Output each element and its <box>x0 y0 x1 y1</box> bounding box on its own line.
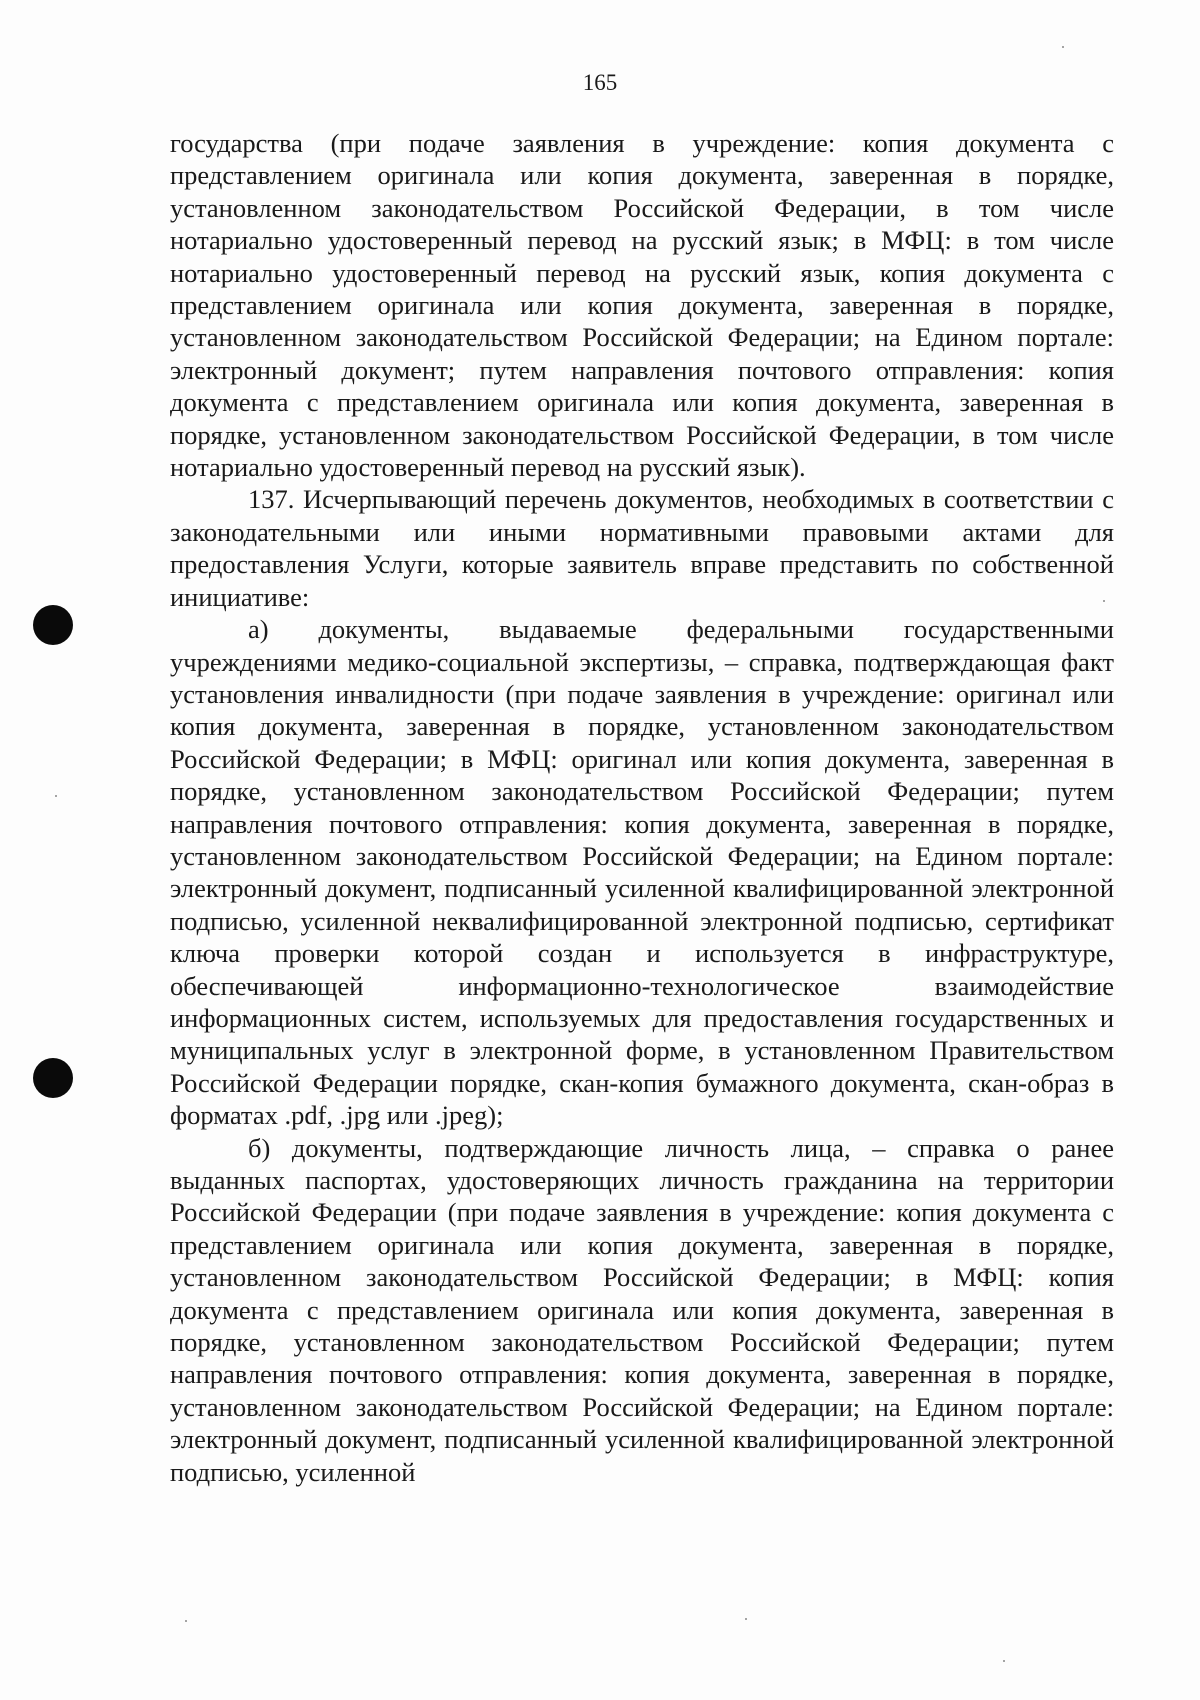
page-number: 165 <box>582 70 618 95</box>
scan-speck <box>55 795 57 797</box>
paragraph-item-a: а) документы, выдаваемые федеральными государственными учреждениями медико-социальной экспертизы, – справка, подтверждающая факт установления инвалидности (при подаче заявления в учреждение: оригинал или копия документа, заверенная в порядке, установленном законодательством Российской Федерации; в МФЦ: оригинал или копия документа, заверенная в порядке, установленном законодательством Российской Федерации; путем направления почтового отправления: копия документа, заверенная в порядке, установленном законодательством Российской Федерации; на Едином портале: электронный документ, подписанный усиленной квалифицированной электронной подписью, усиленной неквалифицированной электронной подписью, сертификат ключа проверки которой создан и используется в инфраструктуре, обеспечивающей информационно-технологическое взаимодействие информационных систем, используемых для предоставления государственных и муниципальных услуг в электронной форме, в установленном Правительством Российской Федерации порядке, скан-копия бумажного документа, скан-образ в форматах .pdf, .jpg или .jpeg); <box>170 614 1114 1131</box>
scan-speck <box>1003 1660 1005 1662</box>
scan-speck <box>185 1620 187 1622</box>
scan-speck <box>1103 600 1105 602</box>
paragraph-item-b: б) документы, подтверждающие личность лица, – справка о ранее выданных паспортах, удостоверяющих личность гражданина на территории Российской Федерации (при подаче заявления в учреждение: копия документа с представлением оригинала или копия документа, заверенная в порядке, установленном законодательством Российской Федерации; в МФЦ: копия документа с представлением оригинала или копия документа, заверенная в порядке, установленном законодательством Российской Федерации; путем направления почтового отправления: копия документа, заверенная в порядке, установленном законодательством Российской Федерации; на Едином портале: электронный документ, подписанный усиленной квалифицированной электронной подписью, усиленной <box>170 1132 1114 1487</box>
document-body <box>170 127 1114 1488</box>
paragraph-item-137: 137. Исчерпывающий перечень документов, необходимых в соответствии с законодательными или иными нормативными правовыми актами для предоставления Услуги, которые заявитель вправе представить по собственной инициативе: <box>170 484 1114 612</box>
punch-hole-bottom <box>33 1058 73 1098</box>
scan-speck <box>745 1618 747 1620</box>
scan-speck <box>1062 46 1064 48</box>
punch-hole-top <box>33 605 73 645</box>
paragraph-continuation: государства (при подаче заявления в учреждение: копия документа с представлением оригинала или копия документа, заверенная в порядке, установленном законодательством Российской Федерации, в том числе нотариально удостоверенный перевод на русский язык; в МФЦ: в том числе нотариально удостоверенный перевод на русский язык, копия документа с представлением оригинала или копия документа, заверенная в порядке, установленном законодательством Российской Федерации; на Едином портале: электронный документ; путем направления почтового отправления: копия документа с представлением оригинала или копия документа, заверенная в порядке, установленном законодательством Российской Федерации, в том числе нотариально удостоверенный перевод на русский язык). <box>170 128 1114 483</box>
